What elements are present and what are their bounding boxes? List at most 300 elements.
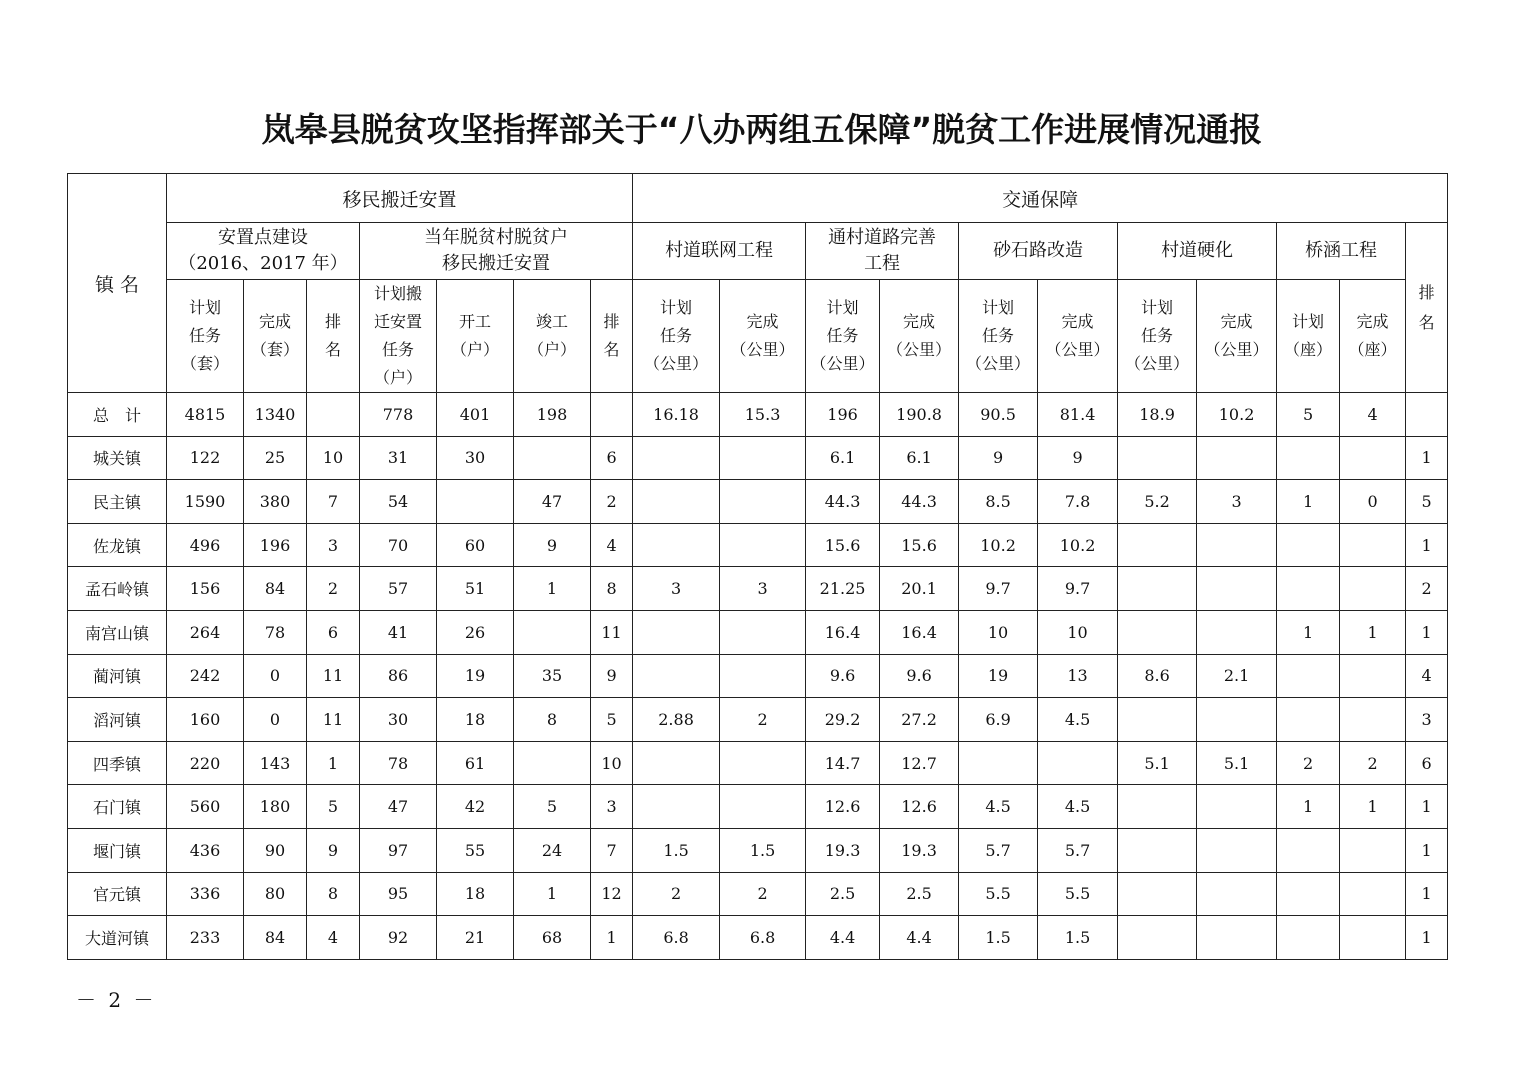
town-name: 总 计 [68,393,167,437]
town-column-header: 镇 名 [68,174,167,393]
column-header-label: 完成 （座） [1348,312,1397,359]
table-cell [633,523,720,567]
column-header-label: 排 名 [603,312,620,359]
table-cell: 3 [591,785,633,829]
site-construction-label: 安置点建设 （2016、2017 年） [178,227,348,274]
table-cell [959,741,1038,785]
table-cell: 6.8 [720,916,806,960]
table-cell: 27.2 [880,698,959,742]
table-cell: 190.8 [880,393,959,437]
table-cell: 1340 [244,393,307,437]
table-cell: 19.3 [806,828,880,872]
table-cell: 5 [1406,480,1448,524]
table-cell [1118,872,1197,916]
table-cell: 78 [244,610,307,654]
table-cell: 54 [360,480,437,524]
column-header-row [68,280,1448,393]
table-cell: 90 [244,828,307,872]
table-cell: 5.5 [959,872,1038,916]
table-cell: 47 [360,785,437,829]
table-cell: 47 [514,480,591,524]
table-cell: 9 [307,828,360,872]
table-cell: 6.1 [806,436,880,480]
table-cell: 84 [244,567,307,611]
table-cell: 9.7 [959,567,1038,611]
table-cell: 436 [167,828,244,872]
table-cell: 51 [437,567,514,611]
table-cell: 0 [1340,480,1406,524]
table-cell [720,741,806,785]
table-cell [1118,698,1197,742]
table-cell: 84 [244,916,307,960]
traffic-rank-label: 排 名 [1418,282,1435,332]
table-cell: 80 [244,872,307,916]
table-cell [1197,436,1277,480]
column-header-label: 计划 任务 （公里） [1125,298,1190,373]
table-cell: 11 [307,698,360,742]
table-cell: 86 [360,654,437,698]
table-cell: 3 [633,567,720,611]
table-row [68,916,1448,960]
table-cell: 18 [437,698,514,742]
table-cell: 10.2 [959,523,1038,567]
table-cell [1340,698,1406,742]
table-cell [633,480,720,524]
table-cell: 61 [437,741,514,785]
table-cell: 156 [167,567,244,611]
table-cell: 4 [1340,393,1406,437]
bridge-culvert-header: 桥涵工程 [1277,223,1406,280]
table-cell: 18.9 [1118,393,1197,437]
table-cell [1340,567,1406,611]
table-cell: 10 [1038,610,1118,654]
table-cell: 9 [514,523,591,567]
table-cell: 44.3 [806,480,880,524]
table-cell [1197,785,1277,829]
table-cell: 55 [437,828,514,872]
table-cell [514,436,591,480]
table-cell [1340,654,1406,698]
table-cell [1277,654,1340,698]
table-row [68,741,1448,785]
table-cell: 1 [1406,916,1448,960]
town-name: 孟石岭镇 [68,567,167,611]
table-cell: 2 [1406,567,1448,611]
table-cell: 143 [244,741,307,785]
table-cell: 2 [1277,741,1340,785]
column-header-label: 计划 任务 （公里） [810,298,875,373]
table-cell: 41 [360,610,437,654]
table-cell: 1 [1277,480,1340,524]
table-cell [1277,828,1340,872]
town-name: 石门镇 [68,785,167,829]
table-cell: 1 [1340,785,1406,829]
table-cell: 57 [360,567,437,611]
town-name: 城关镇 [68,436,167,480]
traffic-group-header: 交通保障 [633,174,1448,223]
table-cell: 122 [167,436,244,480]
table-cell [1197,698,1277,742]
table-row [68,698,1448,742]
table-cell [1277,436,1340,480]
table-cell: 25 [244,436,307,480]
table-cell: 19.3 [880,828,959,872]
table-cell: 4.4 [806,916,880,960]
column-header [514,280,591,393]
column-header [1277,280,1340,393]
site-construction-header [167,223,360,280]
town-name: 堰门镇 [68,828,167,872]
table-cell: 3 [1406,698,1448,742]
table-cell: 5 [591,698,633,742]
table-cell: 264 [167,610,244,654]
table-cell [1340,872,1406,916]
column-header [1118,280,1197,393]
table-cell: 26 [437,610,514,654]
table-cell [1118,610,1197,654]
table-cell: 9 [959,436,1038,480]
table-cell: 6.1 [880,436,959,480]
table-cell [1197,610,1277,654]
table-cell: 9.6 [806,654,880,698]
table-cell: 9 [1038,436,1118,480]
table-cell: 44.3 [880,480,959,524]
table-row [68,872,1448,916]
table-cell: 3 [720,567,806,611]
table-cell: 1 [1340,610,1406,654]
table-cell [1277,698,1340,742]
table-cell [1118,436,1197,480]
table-cell: 29.2 [806,698,880,742]
table-cell: 220 [167,741,244,785]
column-header-label: 计划 任务 （公里） [966,298,1031,373]
table-cell: 4 [591,523,633,567]
table-cell [1197,523,1277,567]
table-cell: 5.7 [959,828,1038,872]
table-cell: 160 [167,698,244,742]
column-header [307,280,360,393]
road-hardening-header: 村道硬化 [1118,223,1277,280]
total-row [68,393,1448,437]
table-cell [1197,567,1277,611]
table-cell: 15.6 [880,523,959,567]
table-cell: 1 [1406,523,1448,567]
table-cell: 5.1 [1118,741,1197,785]
table-cell: 21 [437,916,514,960]
table-cell: 4815 [167,393,244,437]
table-cell: 6 [1406,741,1448,785]
table-cell: 4.4 [880,916,959,960]
column-header [1038,280,1118,393]
table-cell: 8 [514,698,591,742]
column-header [244,280,307,393]
table-cell [1277,567,1340,611]
table-cell: 10.2 [1038,523,1118,567]
table-cell: 10 [307,436,360,480]
table-cell: 11 [307,654,360,698]
table-cell: 7 [591,828,633,872]
table-cell: 20.1 [880,567,959,611]
table-cell: 19 [437,654,514,698]
table-cell [720,610,806,654]
column-header-label: 计划 （座） [1284,312,1333,359]
table-cell: 16.18 [633,393,720,437]
table-cell [1197,916,1277,960]
table-cell: 7.8 [1038,480,1118,524]
table-cell: 1 [514,567,591,611]
table-cell: 2.5 [880,872,959,916]
table-cell: 90.5 [959,393,1038,437]
table-row [68,785,1448,829]
table-cell: 4.5 [959,785,1038,829]
traffic-rank-header [1406,223,1448,393]
table-cell: 778 [360,393,437,437]
table-row [68,567,1448,611]
gravel-road-header: 砂石路改造 [959,223,1118,280]
table-cell [514,741,591,785]
table-cell: 97 [360,828,437,872]
table-cell: 1 [1277,610,1340,654]
table-cell: 1 [591,916,633,960]
table-cell: 8 [307,872,360,916]
table-cell: 81.4 [1038,393,1118,437]
table-cell [633,654,720,698]
table-row [68,610,1448,654]
town-name: 大道河镇 [68,916,167,960]
table-cell: 70 [360,523,437,567]
table-cell: 4 [1406,654,1448,698]
table-cell: 1 [1406,610,1448,654]
table-cell: 0 [244,654,307,698]
table-cell: 60 [437,523,514,567]
table-cell: 6 [307,610,360,654]
migration-group-header: 移民搬迁安置 [167,174,633,223]
column-header-label: 完成 （公里） [887,312,952,359]
town-name: 官元镇 [68,872,167,916]
table-cell: 4.5 [1038,785,1118,829]
table-cell [1118,523,1197,567]
table-cell: 42 [437,785,514,829]
table-cell [1340,523,1406,567]
table-body [68,393,1448,960]
table-cell: 1 [514,872,591,916]
table-cell: 6 [591,436,633,480]
table-cell: 8 [591,567,633,611]
table-cell: 10.2 [1197,393,1277,437]
table-cell: 3 [307,523,360,567]
column-header [880,280,959,393]
table-cell: 19 [959,654,1038,698]
table-cell: 31 [360,436,437,480]
table-cell: 1 [307,741,360,785]
table-row [68,654,1448,698]
table-cell [1340,436,1406,480]
table-cell: 2 [720,872,806,916]
column-header [806,280,880,393]
table-cell: 198 [514,393,591,437]
table-cell: 2 [1340,741,1406,785]
table-cell: 2.88 [633,698,720,742]
table-cell [720,785,806,829]
column-header-label: 计划 任务 （公里） [644,298,709,373]
table-cell: 2 [307,567,360,611]
table-cell: 1.5 [720,828,806,872]
column-header [437,280,514,393]
table-cell: 9.7 [1038,567,1118,611]
table-cell [1118,567,1197,611]
table-cell: 7 [307,480,360,524]
table-cell: 1 [1277,785,1340,829]
table-cell: 12.7 [880,741,959,785]
table-cell: 380 [244,480,307,524]
town-name: 蔺河镇 [68,654,167,698]
table-cell [1406,393,1448,437]
column-header [633,280,720,393]
table-cell: 1 [1406,436,1448,480]
table-cell [1340,828,1406,872]
table-cell: 12 [591,872,633,916]
table-cell: 15.6 [806,523,880,567]
column-header-label: 竣工 （户） [527,312,576,359]
column-header [591,280,633,393]
column-header-label: 完成 （套） [250,312,299,359]
table-cell: 21.25 [806,567,880,611]
page-title: 岚皋县脱贫攻坚指挥部关于“八办两组五保障”脱贫工作进展情况通报 [261,110,1263,149]
table-row [68,480,1448,524]
column-header [720,280,806,393]
town-name: 民主镇 [68,480,167,524]
table-cell: 5.2 [1118,480,1197,524]
table-cell: 12.6 [806,785,880,829]
table-cell: 9.6 [880,654,959,698]
table-cell: 15.3 [720,393,806,437]
table-cell: 233 [167,916,244,960]
table-cell: 8.6 [1118,654,1197,698]
column-header-label: 开工 （户） [450,312,499,359]
table-cell [1197,828,1277,872]
table-cell: 242 [167,654,244,698]
column-header [1340,280,1406,393]
table-cell [633,436,720,480]
table-cell: 30 [437,436,514,480]
town-name: 南宫山镇 [68,610,167,654]
table-cell: 496 [167,523,244,567]
town-name: 佐龙镇 [68,523,167,567]
table-cell [720,523,806,567]
column-header-label: 计划 任务 （套） [180,298,229,373]
table-row [68,436,1448,480]
table-cell: 1 [1406,872,1448,916]
road-improvement-header [806,223,959,280]
column-header-label: 完成 （公里） [730,312,795,359]
table-cell: 3 [1197,480,1277,524]
column-header [1197,280,1277,393]
table-cell: 560 [167,785,244,829]
table-cell: 24 [514,828,591,872]
table-cell: 12.6 [880,785,959,829]
table-cell [720,480,806,524]
column-header [360,280,437,393]
table-cell: 14.7 [806,741,880,785]
table-cell [1118,828,1197,872]
table-cell: 92 [360,916,437,960]
table-cell: 6.9 [959,698,1038,742]
table-cell: 9 [591,654,633,698]
table-cell [633,785,720,829]
table-cell: 18 [437,872,514,916]
table-cell [1277,523,1340,567]
column-header [959,280,1038,393]
table-cell: 401 [437,393,514,437]
table-cell: 5 [1277,393,1340,437]
table-row [68,828,1448,872]
table-cell: 5 [514,785,591,829]
table-cell [1118,785,1197,829]
table-cell: 6.8 [633,916,720,960]
table-cell: 16.4 [880,610,959,654]
table-cell: 8.5 [959,480,1038,524]
table-cell [514,610,591,654]
table-cell: 1.5 [1038,916,1118,960]
table-cell: 196 [244,523,307,567]
table-cell: 180 [244,785,307,829]
table-cell: 35 [514,654,591,698]
table-cell [437,480,514,524]
current-relocation-label: 当年脱贫村脱贫户 移民搬迁安置 [424,227,569,274]
table-cell: 4 [307,916,360,960]
table-cell: 1.5 [959,916,1038,960]
road-improvement-label: 通村道路完善 工程 [828,227,937,274]
table-cell: 11 [591,610,633,654]
town-name: 滔河镇 [68,698,167,742]
table-cell [1340,916,1406,960]
table-cell: 1 [1406,785,1448,829]
table-cell [1197,872,1277,916]
table-cell [591,393,633,437]
table-cell [1118,916,1197,960]
table-cell: 4.5 [1038,698,1118,742]
table-cell [720,436,806,480]
table-cell: 10 [591,741,633,785]
table-cell: 2.1 [1197,654,1277,698]
table-cell [307,393,360,437]
table-cell: 2 [633,872,720,916]
table-cell: 30 [360,698,437,742]
table-cell [633,741,720,785]
table-cell: 68 [514,916,591,960]
table-cell: 5.7 [1038,828,1118,872]
column-header-label: 完成 （公里） [1045,312,1110,359]
table-cell: 10 [959,610,1038,654]
table-cell: 1 [1406,828,1448,872]
table-cell: 5 [307,785,360,829]
column-header-label: 计划搬 迁安置 任务 （户） [373,284,422,387]
town-name: 四季镇 [68,741,167,785]
table-cell [1277,916,1340,960]
table-cell: 196 [806,393,880,437]
table-cell: 0 [244,698,307,742]
table-cell: 2 [720,698,806,742]
table-cell [1038,741,1118,785]
table-row [68,523,1448,567]
page-number: － 2 － [76,988,157,1012]
current-relocation-header [360,223,633,280]
village-network-header: 村道联网工程 [633,223,806,280]
table-cell: 2 [591,480,633,524]
table-cell [720,654,806,698]
column-header-label: 排 名 [324,312,341,359]
table-cell: 2.5 [806,872,880,916]
